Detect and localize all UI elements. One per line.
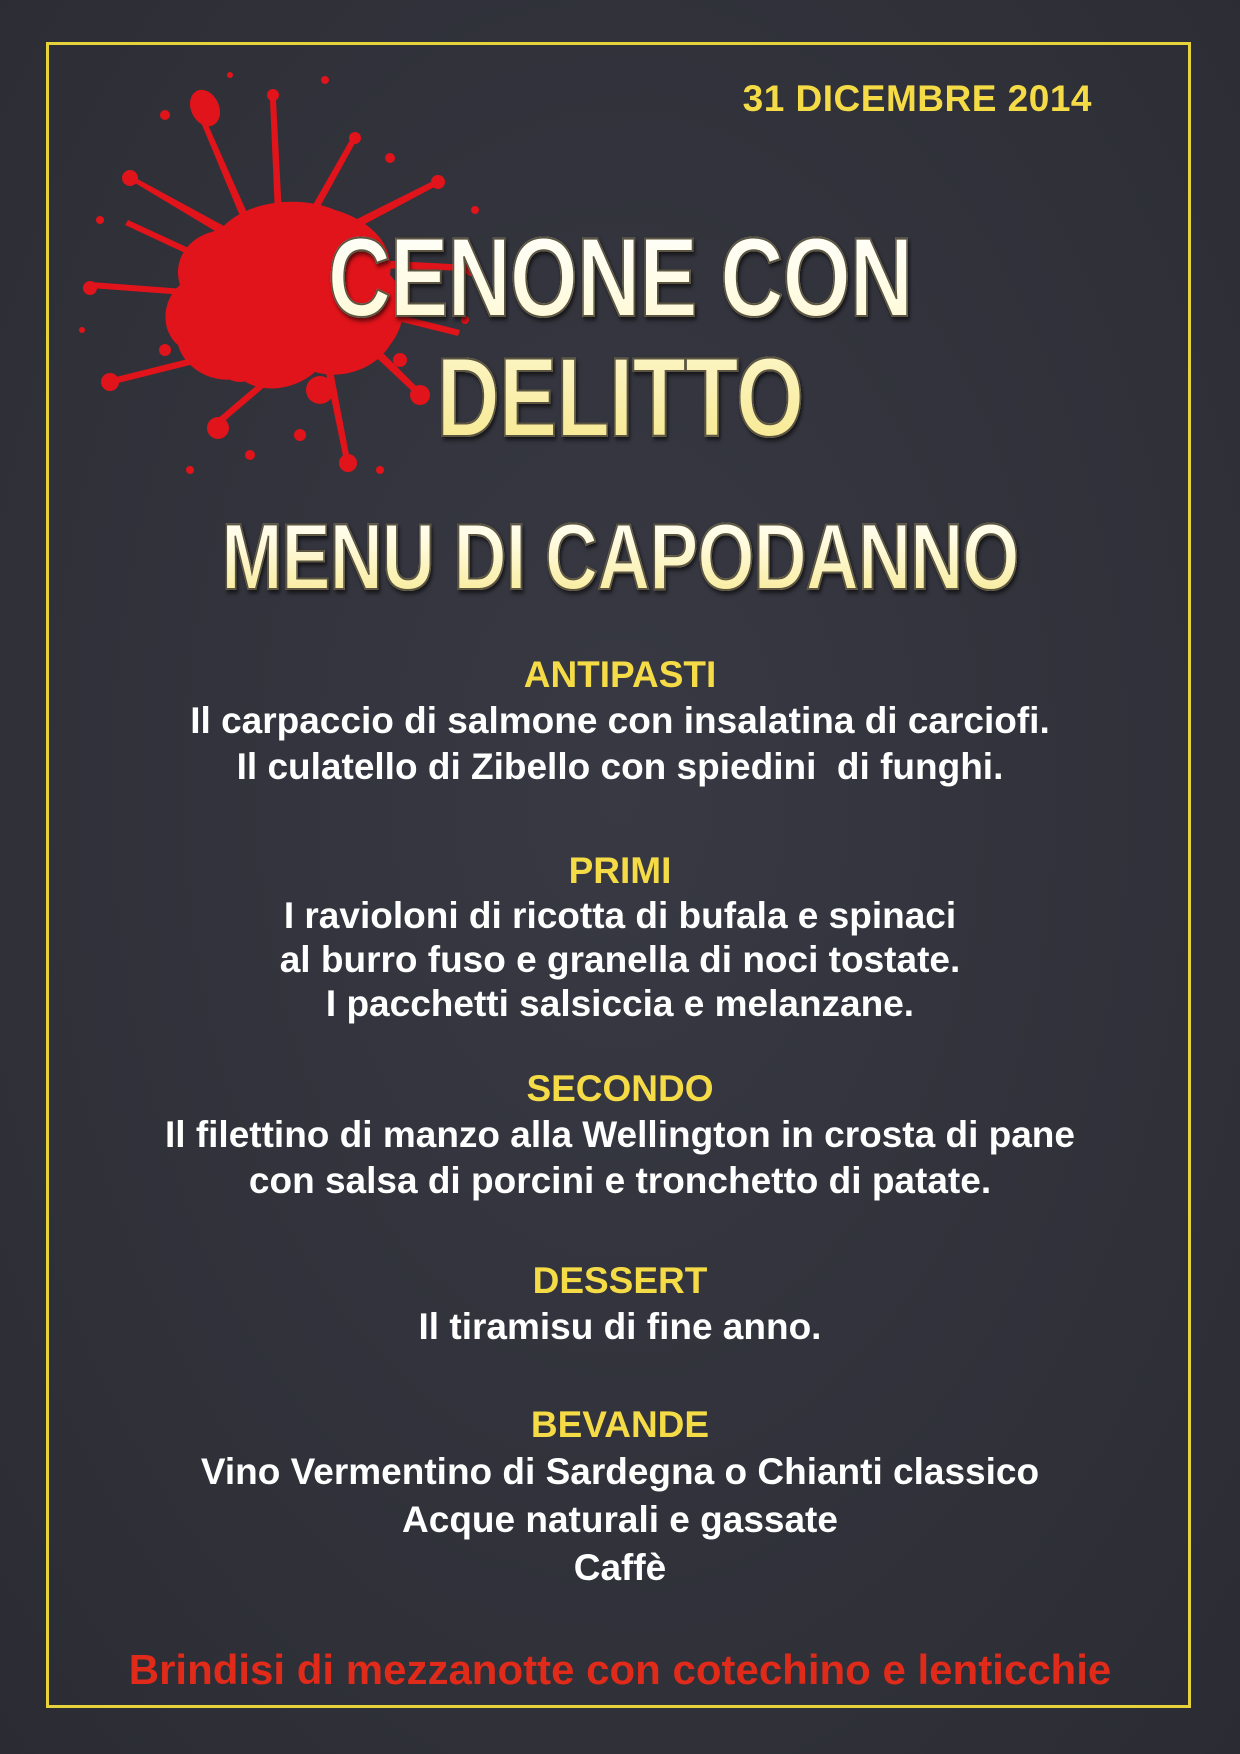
menu-title: MENU DI CAPODANNO <box>136 505 1103 609</box>
menu-section-dessert <box>60 1258 1180 1350</box>
menu-section-primi <box>60 848 1180 1026</box>
menu-item: Acque naturali e gassate <box>402 1499 838 1540</box>
menu-item: Il tiramisu di fine anno. <box>418 1306 822 1347</box>
menu-item: Vino Vermentino di Sardegna o Chianti classico <box>200 1451 1040 1492</box>
section-title: BEVANDE <box>530 1404 710 1445</box>
menu-section-secondo <box>60 1066 1180 1204</box>
menu-section-antipasti <box>60 652 1180 790</box>
section-title: PRIMI <box>568 850 672 891</box>
event-date: 31 DICEMBRE 2014 <box>742 78 1092 119</box>
menu-section-bevande <box>60 1402 1180 1592</box>
section-title: ANTIPASTI <box>523 654 717 695</box>
menu-item: Il culatello di Zibello con spiedini di funghi. <box>236 746 1004 787</box>
menu-item: al burro fuso e granella di noci tostate. <box>279 939 961 980</box>
menu-item: Il filettino di manzo alla Wellington in crosta di pane <box>164 1114 1075 1155</box>
menu-item: I ravioloni di ricotta di bufala e spinaci <box>283 895 957 936</box>
footer-note: Brindisi di mezzanotte con cotechino e lenticchie <box>128 1646 1112 1693</box>
menu-item: Caffè <box>573 1547 667 1588</box>
menu-item: I pacchetti salsiccia e melanzane. <box>325 983 915 1024</box>
section-title: DESSERT <box>532 1260 708 1301</box>
section-title: SECONDO <box>526 1068 714 1109</box>
menu-item: Il carpaccio di salmone con insalatina di carciofi. <box>190 700 1050 741</box>
event-title: CENONE CON DELITTO <box>136 218 1103 458</box>
menu-item: con salsa di porcini e tronchetto di patate. <box>248 1160 992 1201</box>
